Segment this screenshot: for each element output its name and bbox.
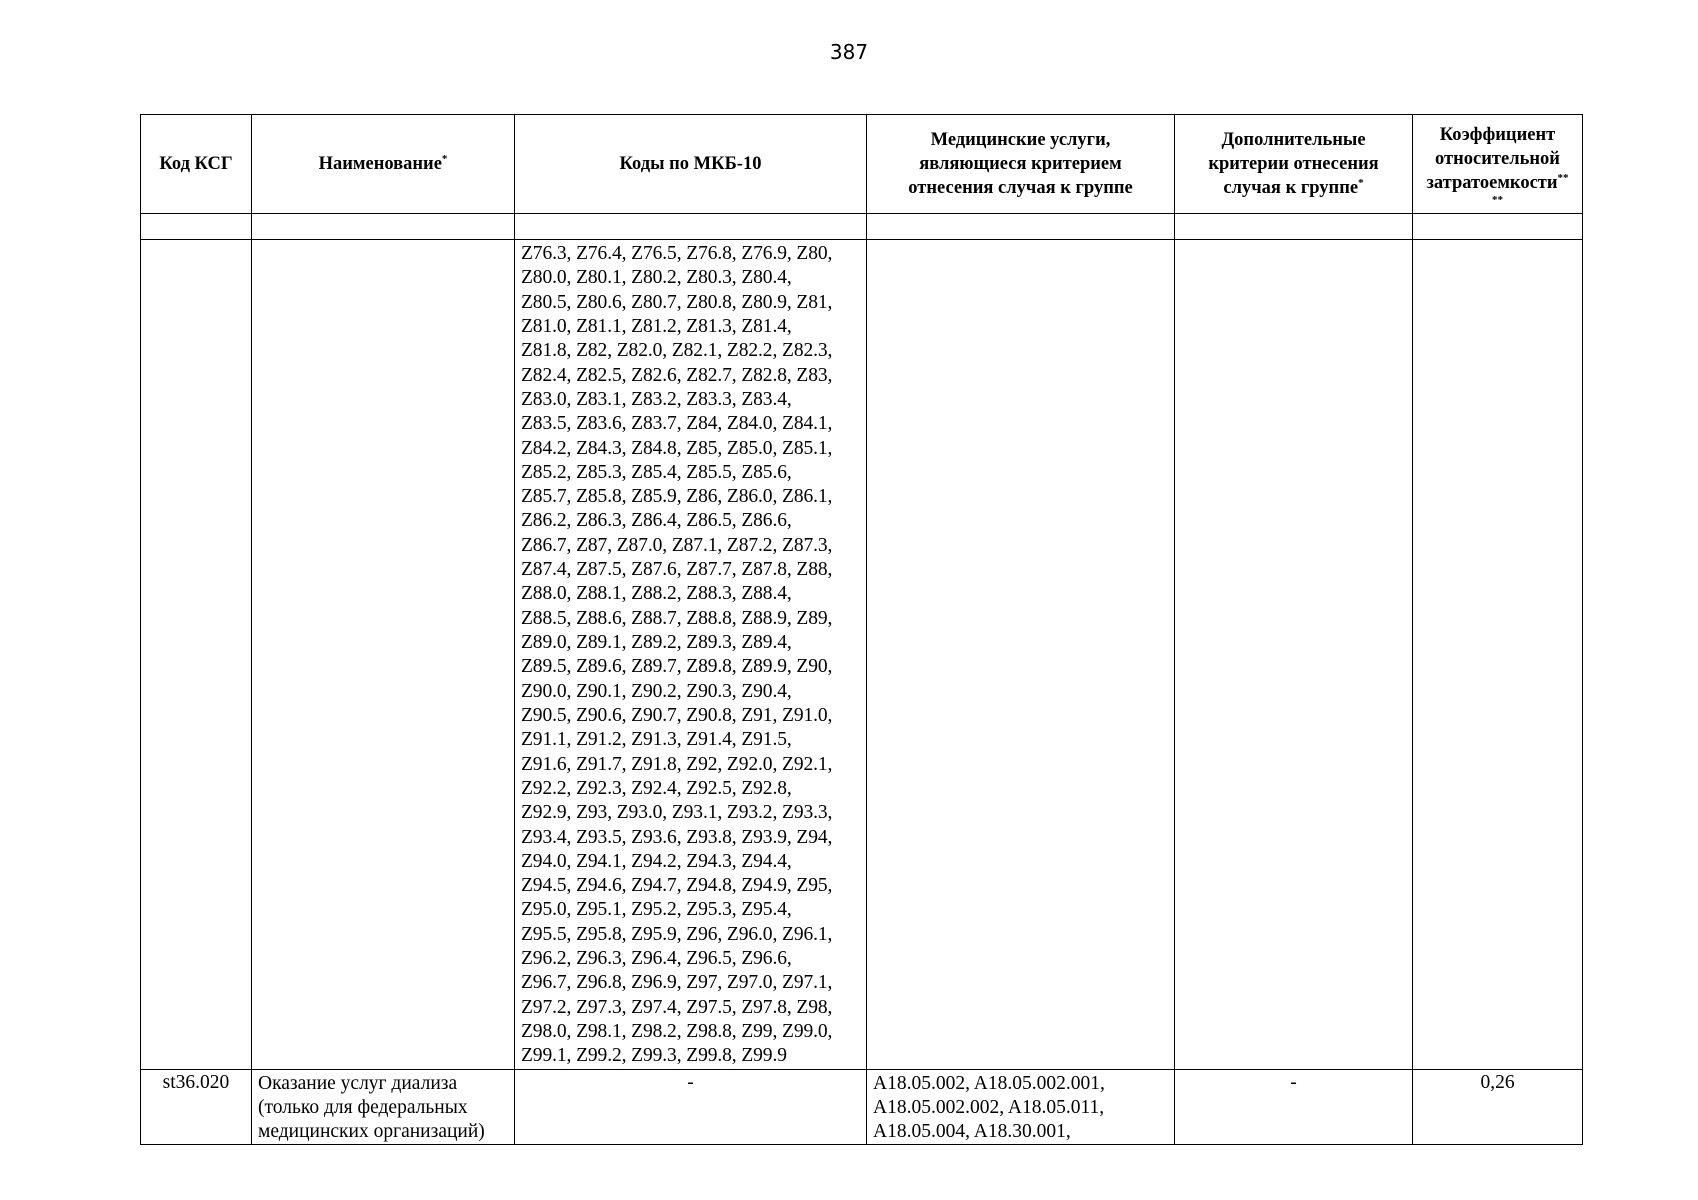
- icd-code-line: Z97.2, Z97.3, Z97.4, Z97.5, Z97.8, Z98,: [521, 996, 833, 1018]
- icd-code-line: Z96.2, Z96.3, Z96.4, Z96.5, Z96.6,: [521, 948, 792, 970]
- services-cell: [867, 240, 1175, 1070]
- coefficient-cell: [1413, 240, 1583, 1070]
- spacer-cell: [515, 214, 867, 240]
- icd-code-line: Z82.4, Z82.5, Z82.6, Z82.7, Z82.8, Z83,: [521, 364, 833, 386]
- icd-code-line: Z98.0, Z98.1, Z98.2, Z98.8, Z99, Z99.0,: [521, 1021, 833, 1042]
- icd-code-line: Z86.2, Z86.3, Z86.4, Z86.5, Z86.6,: [521, 510, 792, 532]
- icd-code-line: Z95.5, Z95.8, Z95.9, Z96, Z96.0, Z96.1,: [521, 923, 833, 945]
- header-additional-criteria: Дополнительные критерии отнесения случая к группе*: [1175, 115, 1413, 214]
- icd-code-line: Z92.2, Z92.3, Z92.4, Z92.5, Z92.8,: [521, 777, 792, 799]
- page-number: 387: [829, 40, 869, 64]
- icd-code-line: Z88.0, Z88.1, Z88.2, Z88.3, Z88.4,: [521, 583, 792, 605]
- header-icd-codes: Коды по МКБ-10: [515, 115, 867, 214]
- name-cell: [252, 240, 515, 1070]
- icd-code-line: Z95.0, Z95.1, Z95.2, Z95.3, Z95.4,: [521, 899, 792, 921]
- icd-code-line: Z90.0, Z90.1, Z90.2, Z90.3, Z90.4,: [521, 680, 792, 702]
- icd-code-line: Z88.5, Z88.6, Z88.7, Z88.8, Z88.9, Z89,: [521, 607, 833, 629]
- spacer-cell: [141, 214, 252, 240]
- icd-codes-cell: -: [515, 1069, 867, 1144]
- header-medical-services: Медицинские услуги, являющиеся критерием отнесения случая к группе: [867, 115, 1175, 214]
- ksg-code-cell: st36.020: [141, 1069, 252, 1144]
- icd-code-line: Z84.2, Z84.3, Z84.8, Z85, Z85.0, Z85.1,: [521, 437, 833, 459]
- icd-code-line: Z76.3, Z76.4, Z76.5, Z76.8, Z76.9, Z80,: [521, 243, 833, 264]
- table-row-continuation: [141, 240, 1583, 1070]
- icd-code-line: Z83.0, Z83.1, Z83.2, Z83.3, Z83.4,: [521, 388, 792, 410]
- spacer-cell: [252, 214, 515, 240]
- icd-codes-cell: [515, 240, 867, 1070]
- table-spacer-row: [141, 214, 1583, 240]
- ksg-table: [140, 114, 1583, 1145]
- icd-code-line: Z93.4, Z93.5, Z93.6, Z93.8, Z93.9, Z94,: [521, 826, 833, 848]
- header-ksg-code: Код КСГ: [141, 115, 252, 214]
- icd-code-line: Z83.5, Z83.6, Z83.7, Z84, Z84.0, Z84.1,: [521, 413, 833, 435]
- icd-code-line: Z94.0, Z94.1, Z94.2, Z94.3, Z94.4,: [521, 850, 792, 872]
- icd-code-line: Z81.8, Z82, Z82.0, Z82.1, Z82.2, Z82.3,: [521, 340, 833, 362]
- spacer-cell: [1413, 214, 1583, 240]
- additional-criteria-cell: -: [1175, 1069, 1413, 1144]
- icd-code-line: Z80.0, Z80.1, Z80.2, Z80.3, Z80.4,: [521, 267, 792, 289]
- icd-code-line: Z92.9, Z93, Z93.0, Z93.1, Z93.2, Z93.3,: [521, 802, 833, 824]
- table-row: [141, 1069, 1583, 1144]
- icd-code-line: Z85.2, Z85.3, Z85.4, Z85.5, Z85.6,: [521, 461, 792, 483]
- icd-code-line: Z80.5, Z80.6, Z80.7, Z80.8, Z80.9, Z81,: [521, 291, 833, 313]
- icd-code-line: Z91.6, Z91.7, Z91.8, Z92, Z92.0, Z92.1,: [521, 753, 833, 775]
- header-coefficient: Коэффициент относительной затратоемкости** **: [1413, 115, 1583, 214]
- icd-code-line: Z91.1, Z91.2, Z91.3, Z91.4, Z91.5,: [521, 729, 792, 751]
- additional-criteria-cell: [1175, 240, 1413, 1070]
- icd-code-line: Z81.0, Z81.1, Z81.2, Z81.3, Z81.4,: [521, 315, 792, 337]
- ksg-code-cell: [141, 240, 252, 1070]
- coefficient-cell: 0,26: [1413, 1069, 1583, 1144]
- icd-code-line: Z87.4, Z87.5, Z87.6, Z87.7, Z87.8, Z88,: [521, 559, 833, 581]
- header-name: Наименование*: [252, 115, 515, 214]
- icd-code-line: Z90.5, Z90.6, Z90.7, Z90.8, Z91, Z91.0,: [521, 704, 833, 726]
- icd-code-line: Z86.7, Z87, Z87.0, Z87.1, Z87.2, Z87.3,: [521, 534, 833, 556]
- icd-code-line: Z89.0, Z89.1, Z89.2, Z89.3, Z89.4,: [521, 632, 792, 653]
- icd-code-line: Z96.7, Z96.8, Z96.9, Z97, Z97.0, Z97.1,: [521, 972, 833, 994]
- table-header-row: [141, 115, 1583, 214]
- icd-code-line: Z99.1, Z99.2, Z99.3, Z99.8, Z99.9: [521, 1045, 787, 1067]
- icd-code-line: Z89.5, Z89.6, Z89.7, Z89.8, Z89.9, Z90,: [521, 656, 833, 678]
- icd-code-line: Z94.5, Z94.6, Z94.7, Z94.8, Z94.9, Z95,: [521, 875, 833, 897]
- services-cell: A18.05.002, A18.05.002.001, A18.05.002.002, A18.05.011, A18.05.004, A18.30.001,: [867, 1069, 1175, 1144]
- icd-code-line: Z85.7, Z85.8, Z85.9, Z86, Z86.0, Z86.1,: [521, 486, 833, 508]
- name-cell: Оказание услуг диализа (только для федеральных медицинских организаций): [252, 1069, 515, 1144]
- spacer-cell: [1175, 214, 1413, 240]
- spacer-cell: [867, 214, 1175, 240]
